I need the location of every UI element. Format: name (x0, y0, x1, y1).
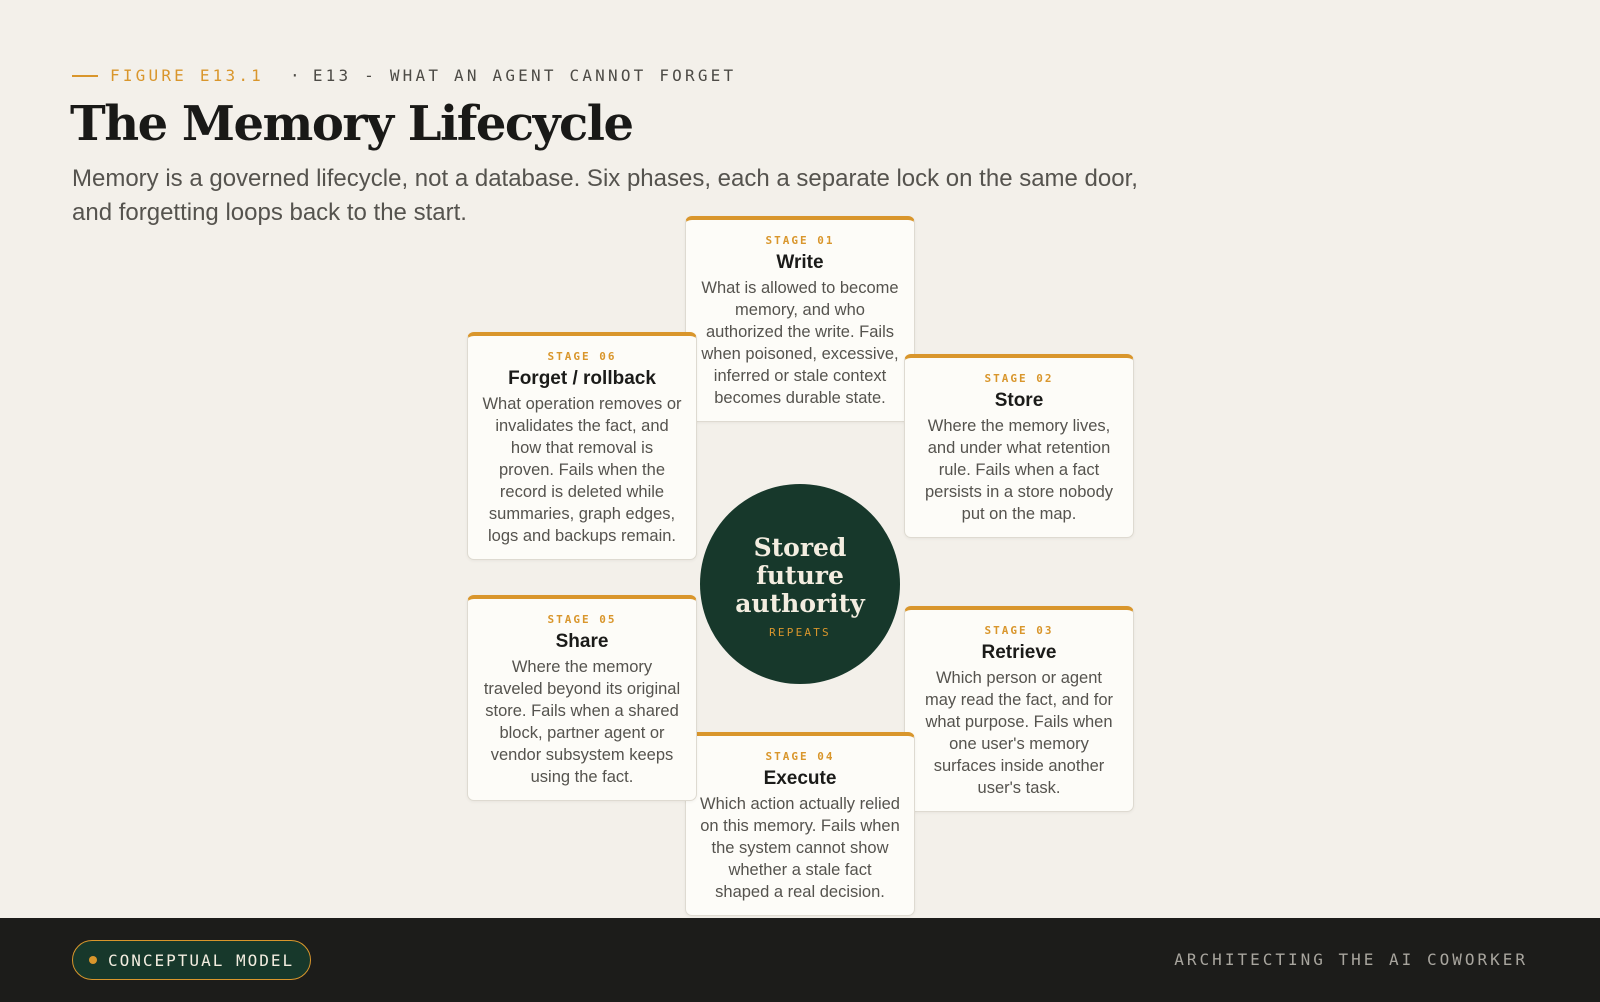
page-title: The Memory Lifecycle (70, 96, 633, 152)
stage-title: Write (776, 252, 824, 273)
center-title: Stored future authority (735, 532, 865, 618)
stage-description: Which person or agent may read the fact, and for what purpose. Fails when one user's memory surfaces inside another user's task. (924, 669, 1114, 797)
stage-card-write (685, 216, 915, 422)
stage-title: Store (994, 390, 1044, 411)
stage-description: What is allowed to become memory, and who authorized the write. Fails when poisoned, excessive, inferred or stale context becomes durable state. (701, 279, 899, 407)
eyebrow-separator: · (290, 66, 303, 85)
stage-description: Which action actually relied on this memory. Fails when the system cannot show whether a stale fact shaped a real decision. (700, 795, 900, 901)
center-subtitle: REPEATS (769, 625, 831, 639)
figure-eyebrow (72, 66, 736, 85)
stage-description: What operation removes or invalidates the fact, and how that removal is proven. Fails when the record is deleted while summaries, graph edges, logs and backups remain. (482, 395, 682, 545)
stage-title: Retrieve (981, 642, 1057, 663)
footer-brand: ARCHITECTING THE AI COWORKER (1174, 950, 1528, 969)
tag-label: CONCEPTUAL MODEL (108, 950, 295, 970)
stage-title: Execute (763, 768, 837, 789)
stage-description: Where the memory lives, and under what retention rule. Fails when a fact persists in a store nobody put on the map. (924, 417, 1114, 523)
figure-label: FIGURE E13.1 (110, 66, 264, 85)
center-hub (700, 484, 900, 684)
stage-description: Where the memory traveled beyond its original store. Fails when a shared block, partner agent or vendor subsystem keeps using the fact. (483, 658, 681, 786)
stage-number: STAGE 05 (547, 613, 617, 626)
stage-card-store (904, 354, 1134, 538)
stage-number: STAGE 04 (765, 750, 835, 763)
eyebrow-rule (72, 75, 98, 77)
stage-number: STAGE 02 (984, 372, 1054, 385)
stage-title: Forget / rollback (508, 368, 656, 389)
conceptual-model-tag (72, 940, 311, 980)
stage-card-share (467, 595, 697, 801)
stage-card-forget (467, 332, 697, 560)
episode-label: E13 - WHAT AN AGENT CANNOT FORGET (312, 66, 737, 85)
stage-title: Share (555, 631, 609, 652)
stage-card-execute (685, 732, 915, 916)
tag-dot-icon (89, 956, 97, 964)
stage-card-retrieve (904, 606, 1134, 812)
stage-number: STAGE 06 (547, 350, 617, 363)
page-subtitle: Memory is a governed lifecycle, not a database. Six phases, each a separate lock on the same door, and forgetting loops back to the start. (72, 165, 1138, 226)
footer-bar (0, 918, 1600, 1002)
stage-number: STAGE 03 (984, 624, 1054, 637)
stage-number: STAGE 01 (765, 234, 835, 247)
